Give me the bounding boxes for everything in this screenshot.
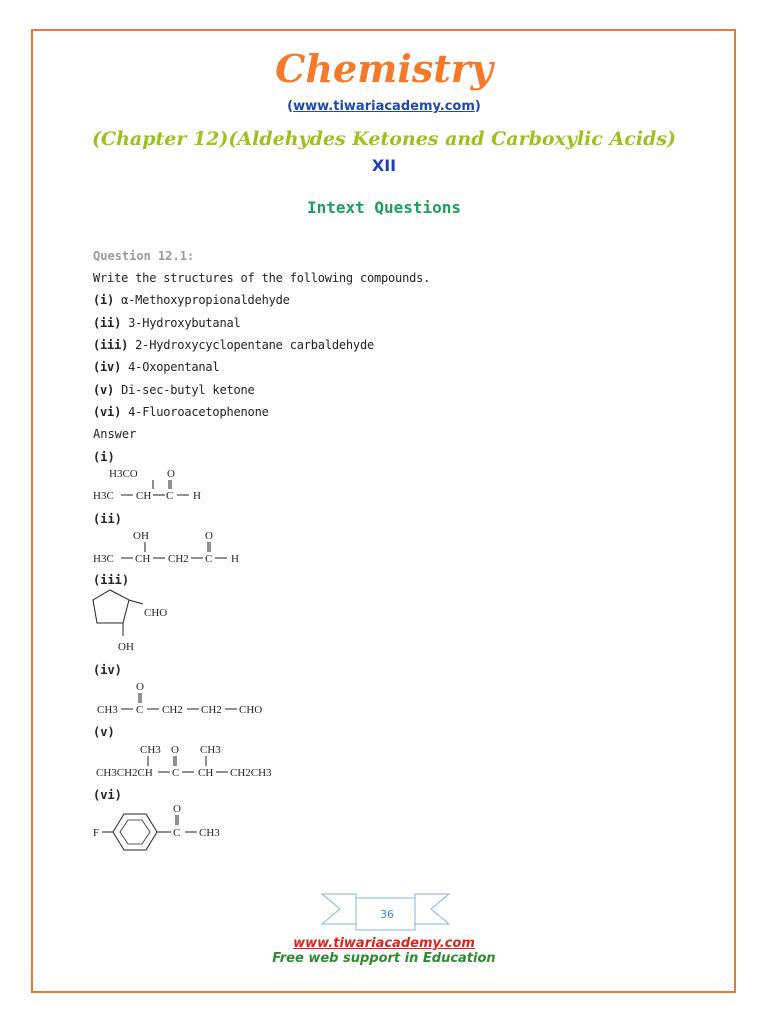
chapter-heading: (Chapter 12)(Aldehydes Ketones and Carboxylic Acids) — [91, 128, 677, 150]
item-text: 4-Fluoroacetophenone — [128, 405, 269, 419]
item-number: (ii) — [93, 316, 122, 330]
structure-iv — [97, 679, 277, 719]
item-number: (vi) — [93, 405, 122, 419]
atom-label: C — [166, 490, 174, 502]
structure-ii — [93, 528, 253, 568]
atom-label: C — [172, 767, 180, 779]
structure-iii — [93, 590, 193, 656]
item-number: (v) — [93, 383, 115, 397]
structure-vi — [93, 804, 233, 860]
atom-label: H — [193, 490, 201, 502]
answer-number: (iv) — [93, 663, 122, 677]
atom-label: CH3CH2CH — [96, 767, 153, 779]
atom-label: CH2 — [201, 704, 222, 716]
answer-number: (ii) — [93, 512, 122, 526]
atom-label: H3C — [93, 490, 114, 502]
page-title: Chemistry — [275, 46, 493, 91]
atom-label: CH — [135, 553, 151, 565]
question-item — [93, 360, 219, 374]
atom-label: CH3 — [199, 827, 220, 839]
answer-number: (iii) — [93, 573, 130, 587]
atom-label: OH — [133, 530, 149, 542]
item-text: Di-sec-butyl ketone — [121, 383, 255, 397]
question-item — [93, 293, 290, 307]
atom-label: CH2CH3 — [230, 767, 272, 779]
atom-label: CH2 — [162, 704, 183, 716]
atom-label: CH3 — [97, 704, 118, 716]
atom-label: F — [93, 827, 100, 839]
item-number: (iv) — [93, 360, 122, 374]
atom-label: C — [205, 553, 213, 565]
structure-i — [93, 466, 233, 506]
atom-label: CH — [136, 490, 152, 502]
atom-label: OH — [118, 641, 134, 653]
atom-label: O — [136, 681, 144, 693]
question-item — [93, 338, 374, 352]
atom-label: H — [231, 553, 239, 565]
page-number: 36 — [380, 908, 394, 921]
item-text: 3-Hydroxybutanal — [128, 316, 241, 330]
atom-label: CH3 — [140, 744, 161, 756]
atom-label: O — [173, 803, 181, 815]
footer-tagline: Free web support in Education — [272, 951, 496, 966]
atom-label: C — [173, 827, 181, 839]
answer-number: (i) — [93, 450, 115, 464]
item-text: 2-Hydroxycyclopentane carbaldehyde — [135, 338, 374, 352]
paren-close: ) — [474, 99, 481, 114]
structure-v — [96, 742, 286, 782]
atom-label: CHO — [144, 607, 168, 619]
question-item — [93, 316, 241, 330]
paren-open: ( — [287, 99, 294, 114]
footer-link[interactable]: www.tiwariacademy.com — [293, 936, 475, 951]
question-label: Question 12.1: — [93, 249, 195, 263]
item-number: (i) — [93, 293, 115, 307]
item-text: 4-Oxopentanal — [128, 360, 220, 374]
question-item — [93, 405, 269, 419]
atom-label: O — [205, 530, 213, 542]
answer-number: (vi) — [93, 788, 122, 802]
atom-label: CH — [198, 767, 214, 779]
item-text: α-Methoxypropionaldehyde — [121, 293, 290, 307]
atom-label: O — [167, 468, 175, 480]
site-link-line — [0, 99, 768, 114]
atom-label: CH2 — [168, 553, 189, 565]
atom-label: CHO — [239, 704, 263, 716]
atom-label: H3C — [93, 553, 114, 565]
site-link[interactable]: www.tiwariacademy.com — [293, 99, 475, 114]
atom-label: C — [136, 704, 144, 716]
section-heading: Intext Questions — [306, 198, 462, 217]
grade-heading: XII — [371, 156, 397, 175]
atom-label: O — [171, 744, 179, 756]
atom-label: CH3 — [200, 744, 221, 756]
answer-number: (v) — [93, 725, 115, 739]
question-prompt: Write the structures of the following compounds. — [93, 271, 431, 285]
item-number: (iii) — [93, 338, 129, 352]
answer-label: Answer — [93, 427, 137, 441]
atom-label: H3CO — [109, 468, 138, 480]
question-item — [93, 383, 255, 397]
